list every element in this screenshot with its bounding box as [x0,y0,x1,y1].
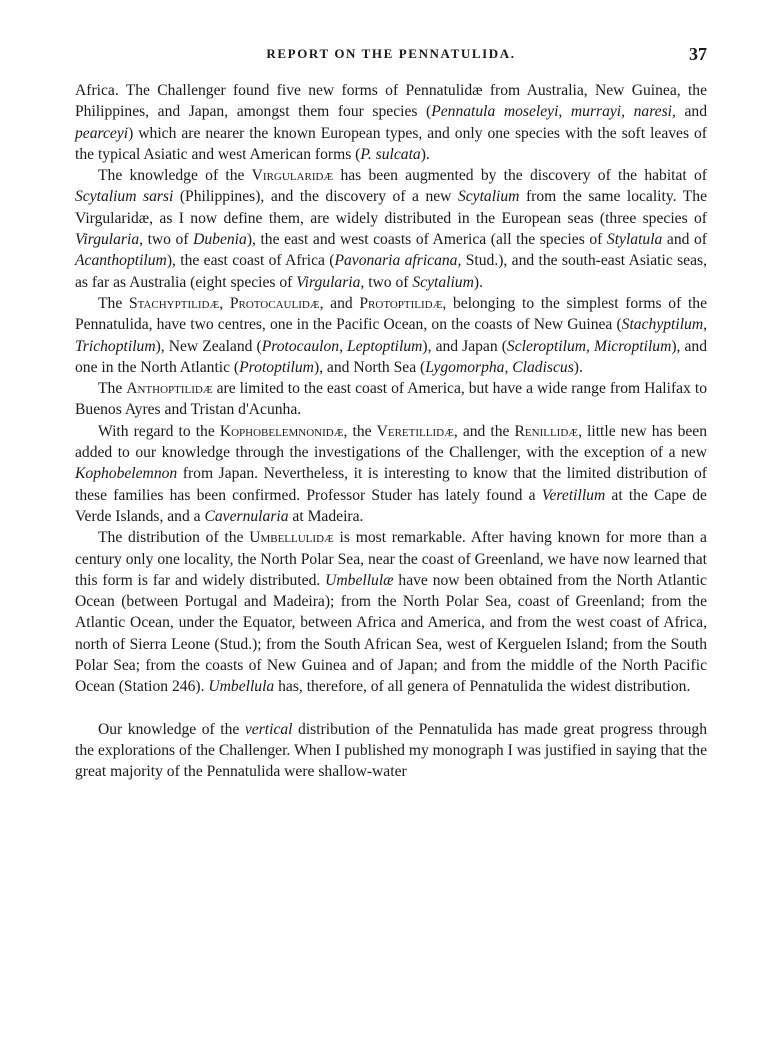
text-run: ). [573,358,583,376]
text-run: at Madeira. [288,507,364,525]
text-run: is most remarkable. After having known for more than a century only one locality, the North Polar Sea, near the coast of Greenland, we have now learned that this form is far and widely distributed. [75,529,707,589]
italic-term: Umbellula [208,678,275,696]
text-run: Our knowledge of the [98,720,245,738]
paragraph-anthoptilidae [75,378,707,421]
italic-term: Veretillum [541,486,606,504]
text-run: from the same locality. The Virgularidæ, as I now define them, are widely distributed in the European seas (three species of [75,188,708,227]
text-run: With regard to the [98,422,220,440]
italic-term: vertical [244,720,293,738]
paragraph-continuation [75,80,707,165]
text-run: has been augmented by the discovery of the habitat of [333,167,707,185]
text-run: are limited to the east coast of America, but have a wide range from Halifax to Buenos Ayres and Tristan d'Acunha. [75,380,707,419]
text-run: and of [662,231,707,249]
family-name: Anthoptilidæ [126,380,213,398]
running-title: REPORT ON THE PENNATULIDA. [266,46,516,61]
page-number: 37 [689,44,707,64]
paragraph-stachyptilidae [75,293,707,378]
text-run: ), and North Sea ( [313,358,426,376]
text-run: , little new has been added to our knowledge through the investigations of the Challenger, with the exception of a new [75,422,708,462]
text-run: have now been obtained from the North Atlantic Ocean (between Portugal and Madeira); from the North Polar Sea, coast of Greenland; from the Atlantic Ocean, under the Equator, between Africa and America, and from the west coast of Africa, north of Sierra Leone (Stud.); from the South African Sea, west of Kerguelen Island; from the South Polar Sea; from the coasts of New Guinea and of Japan; and from the middle of the North Pacific Ocean (Station 246). [75,571,707,696]
family-name: Umbellulidæ [249,529,334,547]
paragraph-virgularidae [75,165,707,293]
text-run: ). [420,145,430,163]
family-name: Protoptilidæ [359,294,443,312]
family-name: Renillidæ [514,422,579,440]
text-run: , and the [453,422,515,440]
paragraph-vertical-distribution [75,719,707,783]
text-run: , and [319,294,360,312]
text-run: ). [473,273,483,291]
italic-term: Protocaulon, Leptoptilum [261,337,423,355]
italic-term: Pennatula moseleyi, murrayi, naresi, [431,103,676,121]
text-run: The [98,380,127,398]
italic-term: Cavernularia [204,507,289,525]
text-run: ), and one in the North Atlantic ( [75,337,708,376]
text-run: , belonging to the simplest forms of the Pennatulida, have two centres, one in the Pacific Ocean, on the coasts of New Guinea ( [75,294,708,334]
family-name: Veretillidæ [376,422,454,440]
text-run: , [219,294,230,312]
italic-term: Pavonaria africana, [334,252,462,270]
text-run: ), New Zealand ( [155,337,262,355]
italic-term: Virgularia, [75,231,144,249]
text-run: ), the east and west coasts of America (all the species of [246,231,607,249]
italic-term: Umbellulæ [325,571,394,589]
italic-term: Scleroptilum, Microptilum [506,337,672,355]
family-name: Stachyptilidæ [128,294,220,312]
italic-term: Scytalium [457,188,520,206]
italic-term: Virgularia, [296,273,365,291]
text-run: and [675,103,707,121]
italic-term: Dubenia [193,231,247,249]
text-run: Stud.), and the south-east Asiatic seas, as far as Australia (eight species of [75,252,707,291]
body-text [75,80,707,783]
text-run: has, therefore, of all genera of Pennatulida the widest distribution. [274,678,691,696]
text-run: The distribution of the [98,529,250,547]
text-run: ), and Japan ( [422,337,507,355]
text-run: from Japan. Nevertheless, it is interesting to know that the limited distribution of these families has been confirmed. Professor Studer has lately found a [75,465,707,504]
text-run: ), the east coast of Africa ( [166,252,335,270]
italic-term: Scytalium [412,273,474,291]
text-run: two of [143,231,194,249]
text-run: (Philippines), and the discovery of a new [173,188,458,206]
text-run: two of [364,273,413,291]
page-header [75,44,707,68]
italic-term: Stachyptilum, Trichoptilum [75,316,707,355]
italic-term: pearceyi [75,124,129,142]
text-run: , the [343,422,377,440]
italic-term: Stylatula [606,231,663,249]
paragraph-umbellulidae [75,527,707,697]
italic-term: Lygomorpha, Cladiscus [425,358,574,376]
paragraph-kophobelemnonidae [75,421,707,527]
text-run: The [98,294,129,312]
italic-term: Scytalium sarsi [75,188,174,206]
family-name: Virgularidæ [251,167,334,185]
text-run: The knowledge of the [98,167,252,185]
text-run: Africa. The Challenger found five new forms of Pennatulidæ from Australia, New Guinea, the Philippines, and Japan, amongst them four species ( [75,82,707,121]
family-name: Protocaulidæ [229,294,320,312]
italic-term: P. sulcata [360,145,421,163]
italic-term: Protoptilum [239,358,314,376]
text-run: distribution of the Pennatulida has made great progress through the explorations of the Challenger. When I published my monograph I was justified in saying that the great majority of the Pennatulida were shallow-water [75,720,707,781]
family-name: Kophobelemnonidæ [219,422,344,440]
text-run: ) which are nearer the known European types, and only one species with the soft leaves of the typical Asiatic and west American forms ( [75,124,707,163]
italic-term: Kophobelemnon [75,465,178,483]
text-run: at the Cape de Verde Islands, and a [75,486,707,525]
italic-term: Acanthoptilum [75,252,167,270]
